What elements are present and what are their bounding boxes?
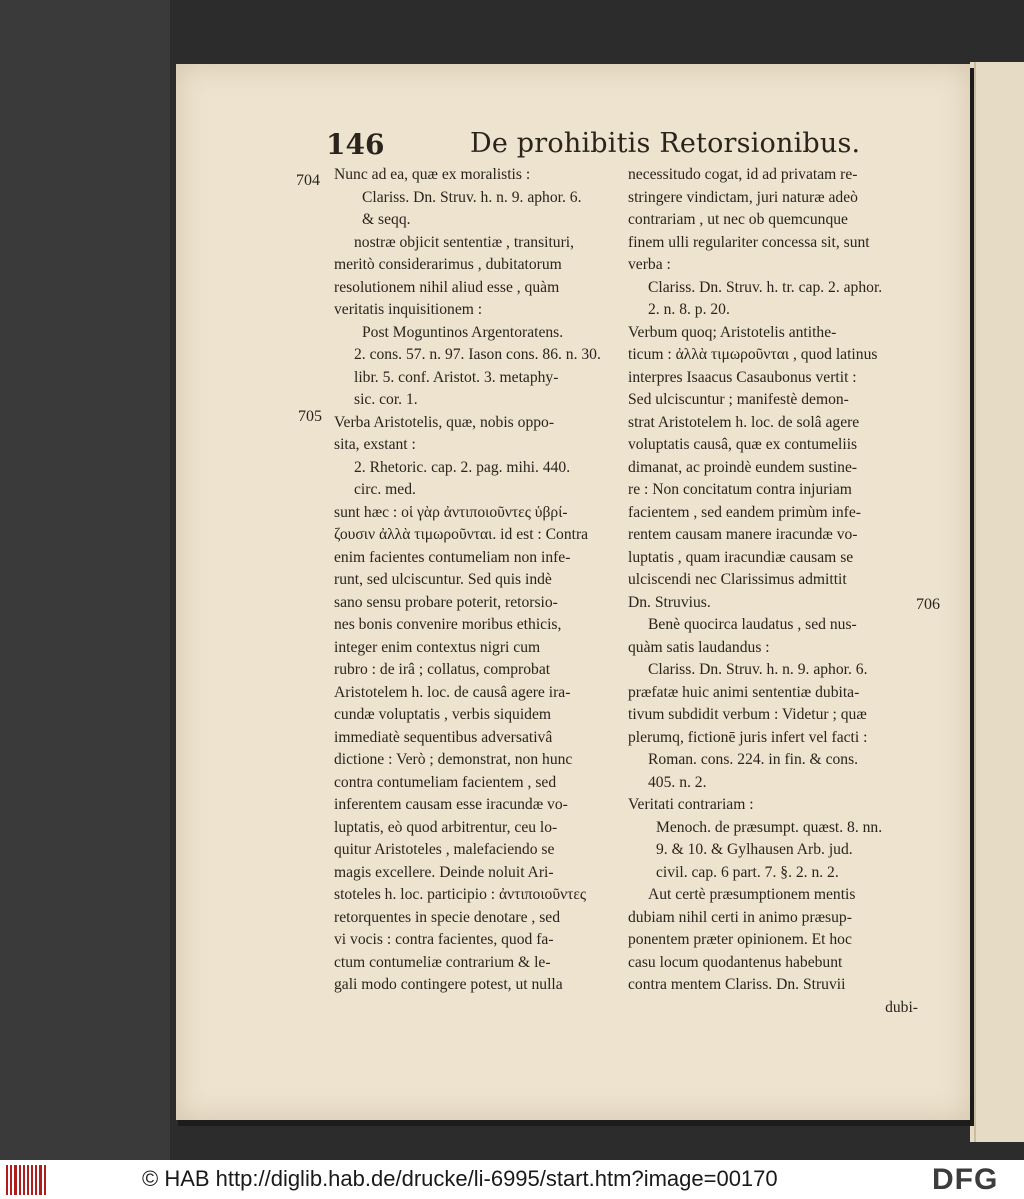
text-line: nes bonis convenire moribus ethicis, bbox=[334, 616, 562, 633]
text-line: rubro : de irâ ; collatus, comprobat bbox=[334, 661, 551, 678]
left-text-column bbox=[334, 164, 626, 997]
text-line: Nunc ad ea, quæ ex moralistis : bbox=[334, 166, 531, 183]
text-line: Benè quocirca laudatus , sed nus- bbox=[648, 616, 857, 633]
text-line: ulciscendi nec Clarissimus admittit bbox=[628, 571, 847, 588]
text-line: Aristotelem h. loc. de causâ agere ira- bbox=[334, 683, 571, 701]
text-line: Roman. cons. 224. in fin. & cons. bbox=[648, 751, 859, 768]
text-line: Aut certè præsumptionem mentis bbox=[648, 886, 856, 903]
text-line: præfatæ huic animi sententiæ dubita- bbox=[628, 683, 860, 701]
text-line: nostræ objicit sententiæ , transituri, bbox=[354, 233, 575, 251]
text-line: Verba Aristotelis, quæ, nobis oppo- bbox=[334, 413, 555, 431]
text-line: quàm satis laudandus : bbox=[628, 638, 770, 656]
text-line: stoteles h. loc. participio : ἀντιποιοῦντες bbox=[334, 886, 587, 903]
adjacent-page-edge bbox=[970, 62, 1024, 1142]
text-line: necessitudo cogat, id ad privatam re- bbox=[628, 166, 858, 183]
right-text-column bbox=[628, 164, 918, 1019]
text-line: voluptatis causâ, quæ ex contumeliis bbox=[628, 436, 858, 453]
text-line: sunt hæc : οἱ γὰρ ἀντιποιοῦντες ὑβρί- bbox=[334, 503, 568, 521]
text-line: tivum subdidit verbum : Videtur ; quæ bbox=[628, 706, 867, 723]
text-line: circ. med. bbox=[354, 481, 416, 498]
text-line: ticum : ἀλλὰ τιμωροῦνται , quod latinus bbox=[628, 346, 878, 363]
margin-number-706: 706 bbox=[916, 596, 940, 613]
text-line: Clariss. Dn. Struv. h. n. 9. aphor. 6. bbox=[362, 188, 582, 206]
text-line: Veritati contrariam : bbox=[628, 796, 754, 813]
text-line: stringere vindictam, juri naturæ adeò bbox=[628, 188, 858, 206]
barcode-icon bbox=[6, 1165, 46, 1195]
text-line: dimanat, ac proindè eundem sustine- bbox=[628, 458, 858, 476]
text-line: Clariss. Dn. Struv. h. n. 9. aphor. 6. bbox=[648, 661, 868, 678]
text-line: casu locum quodantenus habebunt bbox=[628, 953, 843, 971]
text-line: finem ulli regulariter concessa sit, sunt bbox=[628, 233, 870, 251]
text-line: 9. & 10. & Gylhausen Arb. jud. bbox=[656, 841, 853, 858]
text-line: facientem , sed eandem primùm infe- bbox=[628, 503, 861, 521]
text-line: Verbum quoq; Aristotelis antithe- bbox=[628, 323, 837, 341]
text-line: 405. n. 2. bbox=[648, 773, 707, 791]
text-line: strat Aristotelem h. loc. de solâ agere bbox=[628, 413, 860, 431]
dfg-logo: DFG bbox=[932, 1163, 999, 1196]
text-line: rentem causam manere iracundæ vo- bbox=[628, 526, 858, 543]
text-line: retorquentes in specie denotare , sed bbox=[334, 908, 561, 926]
text-line: magis excellere. Deinde noluit Ari- bbox=[334, 863, 554, 881]
text-line: civil. cap. 6 part. 7. §. 2. n. 2. bbox=[656, 863, 839, 881]
text-line: immediatè sequentibus adversativâ bbox=[334, 728, 553, 746]
text-line: meritò considerarimus , dubitatorum bbox=[334, 256, 562, 273]
catchword: dubi- bbox=[885, 998, 918, 1016]
text-line: verba : bbox=[628, 256, 671, 273]
text-line: runt, sed ulciscuntur. Sed quis indè bbox=[334, 571, 552, 588]
scan-dark-margin bbox=[0, 0, 170, 1160]
text-line: dubiam nihil certi in animo præsup- bbox=[628, 908, 852, 926]
text-line: luptatis , quam iracundiæ causam se bbox=[628, 548, 854, 566]
text-line: 2. cons. 57. n. 97. Iason cons. 86. n. 30. bbox=[354, 346, 601, 363]
text-line: contra mentem Clariss. Dn. Struvii bbox=[628, 976, 846, 993]
text-line: Dn. Struvius. bbox=[628, 593, 711, 611]
text-line: inferentem causam esse iracundæ vo- bbox=[334, 796, 568, 813]
margin-number-705: 705 bbox=[298, 408, 322, 425]
text-line: quitur Aristoteles , malefaciendo se bbox=[334, 841, 555, 858]
text-line: Sed ulciscuntur ; manifestè demon- bbox=[628, 391, 849, 408]
page-number: 146 bbox=[326, 128, 385, 161]
text-line: vi vocis : contra facientes, quod fa- bbox=[334, 931, 554, 948]
page-fold-line bbox=[974, 62, 976, 1142]
text-line: libr. 5. conf. Aristot. 3. metaphy- bbox=[354, 368, 559, 386]
text-line: & seqq. bbox=[362, 211, 411, 228]
text-line: Post Moguntinos Argentoratens. bbox=[362, 323, 564, 341]
text-line: 2. Rhetoric. cap. 2. pag. mihi. 440. bbox=[354, 458, 571, 476]
text-line: ponentem præter opinionem. Et hoc bbox=[628, 931, 852, 948]
copyright-link[interactable]: © HAB http://diglib.hab.de/drucke/li-6995/start.htm?image=00170 bbox=[142, 1166, 778, 1191]
text-line: resolutionem nihil aliud esse , quàm bbox=[334, 278, 560, 296]
text-line: Clariss. Dn. Struv. h. tr. cap. 2. aphor. bbox=[648, 278, 883, 296]
text-line: contra contumeliam facientem , sed bbox=[334, 773, 557, 791]
text-line: sita, exstant : bbox=[334, 436, 416, 453]
footer-bar bbox=[0, 1160, 1024, 1199]
text-line: luptatis, eò quod arbitrentur, ceu lo- bbox=[334, 818, 558, 836]
text-line: enim facientes contumeliam non infe- bbox=[334, 548, 571, 566]
text-line: interpres Isaacus Casaubonus vertit : bbox=[628, 368, 857, 386]
text-line: 2. n. 8. p. 20. bbox=[648, 301, 730, 318]
text-line: ζουσιν ἀλλὰ τιμωροῦνται. id est : Contra bbox=[334, 526, 589, 543]
text-line: veritatis inquisitionem : bbox=[334, 301, 483, 318]
text-line: gali modo contingere potest, ut nulla bbox=[334, 976, 563, 993]
text-line: Menoch. de præsumpt. quæst. 8. nn. bbox=[656, 818, 883, 836]
text-line: integer enim contextus nigri cum bbox=[334, 638, 541, 656]
text-line: plerumq, fictionē juris infert vel facti : bbox=[628, 728, 868, 746]
text-line: sano sensu probare poterit, retorsio- bbox=[334, 593, 558, 611]
text-line: re : Non concitatum contra injuriam bbox=[628, 481, 852, 498]
text-line: dictione : Verò ; demonstrat, non hunc bbox=[334, 751, 573, 768]
text-line: ctum contumeliæ contrarium & le- bbox=[334, 953, 551, 971]
margin-number-704: 704 bbox=[296, 172, 320, 189]
text-line: sic. cor. 1. bbox=[354, 391, 418, 408]
text-line: contrariam , ut nec ob quemcunque bbox=[628, 211, 848, 228]
running-title: De prohibitis Retorsionibus. bbox=[470, 128, 861, 159]
text-line: cundæ voluptatis , verbis siquidem bbox=[334, 706, 551, 723]
